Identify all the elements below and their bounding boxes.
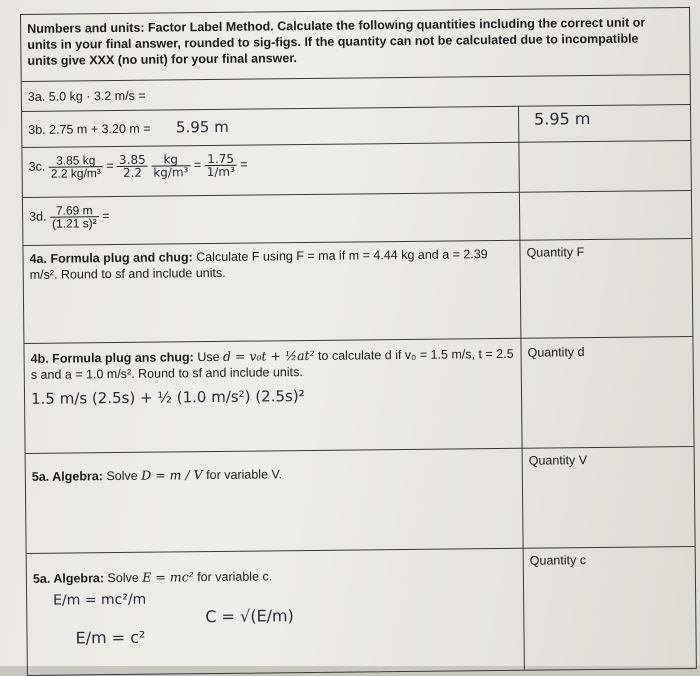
q3a-label: 3a. [27,89,46,104]
q3c-work-numerator: 3.85 [118,152,146,167]
q3c-result-fraction [204,153,236,178]
question-3d: 3d. $\frac{7.69 m}{\text{(1.21 s)²}}$ = [29,203,110,231]
q4a-title: 4a. Formula plug and chug: [29,250,193,266]
q5a-text: Solve [106,468,138,484]
instructions-header [27,14,647,68]
q3c-result-denominator: 1/m³ [206,164,235,180]
q3c-unit-fraction [151,153,190,178]
divider [22,140,690,148]
q4b-use: Use [197,349,220,365]
divider [27,546,695,554]
q3b-expression: 2.75 m + 3.20 m = [49,121,151,137]
q3d-denominator: (1.21 s)² [51,216,97,231]
q3c-fraction [49,154,103,180]
q3d-numerator: 7.69 m [50,204,99,218]
q3c-work-denominator: 2.2 [122,165,143,180]
q5a-title: 5a. Algebra: [31,469,104,484]
header-instructions: Calculate the following quantities including the correct unit or units in your final answer, rounded to sig-figs. If the quantity can not be calculated due to incompatible units give XXX (no unit) for your final answer. [27,15,646,68]
q3b-work: 5.95 m [175,117,229,137]
q5b-work3: C = √(E/m) [205,606,294,627]
quantity-d-label: Quantity d [527,345,585,360]
q4b-formula: d = v₀t + ½at² [222,347,315,364]
answer-column-divider [518,106,525,670]
question-4b [31,346,515,383]
q3c-label: 3c. [28,159,46,174]
question-3b [28,119,229,138]
q3c-numerator: 3.85 kg [49,154,103,168]
question-5b [33,568,272,587]
divider [23,238,691,246]
question-3a [28,88,146,105]
q4b-work: 1.5 m/s (2.5s) + ½ (1.0 m/s²) (2.5s)² [30,387,305,408]
divider [26,446,694,454]
q4b-text1: to calculate d if v₀ = 1.5 [317,347,449,363]
q4a-text: Calculate F using F = ma if m = 4.44 kg and a = 2.39 m/s². Round to sf and include units. [29,247,488,282]
q4b-title: 4b. Formula plug ans chug: [30,350,194,366]
q5b-work2: E/m = c² [75,627,146,648]
quantity-c-label: Quantity c [529,553,587,568]
q5b-work1: E/m = mc²/m [53,591,147,609]
q5b-title: 5a. Algebra: [32,571,105,586]
q5a-formula: D = m / V [141,467,203,483]
q3d-fraction [50,204,99,230]
quantity-f-label: Quantity F [526,245,585,260]
q3b-answer: 5.95 m [534,109,591,129]
q3c-unit-denominator: kg/m³ [153,165,189,180]
divider [24,336,692,344]
q3d-label: 3d. [29,209,47,224]
question-3c: 3c. $\frac{3.85 kg}{\text{2.2 kg/m³}}$ = $\frac{3.85}{2.2}$ $\frac{kg}{\text{kg/m³}}$ = $\frac{1.75}{\text{1/m³}}$ = [28,151,248,181]
q3c-unit-numerator: kg [151,153,190,166]
question-5a [32,466,282,485]
q5b-suffix: for variable c. [197,569,273,585]
divider [23,190,691,198]
q5b-formula: E = mc² [142,569,194,585]
q4b-text2: m/s, t = 2.5 s and a = 1.0 m/s². Round to sf and include units. [30,346,514,382]
q3c-result-numerator: 1.75 [204,153,236,166]
quantity-v-label: Quantity V [528,453,588,468]
q3c-work-fraction [117,154,148,179]
q3a-expression: 5.0 kg · 3.2 m/s = [48,88,146,104]
q5a-suffix: for variable V. [206,467,283,483]
q3b-label: 3b. [28,122,46,137]
q5b-text: Solve [107,570,139,586]
q3c-denominator: 2.2 kg/m³ [50,166,101,181]
header-title: Numbers and units: Factor Label Method. [27,19,274,36]
worksheet [20,7,697,676]
question-4a [29,246,513,283]
divider [22,74,690,82]
